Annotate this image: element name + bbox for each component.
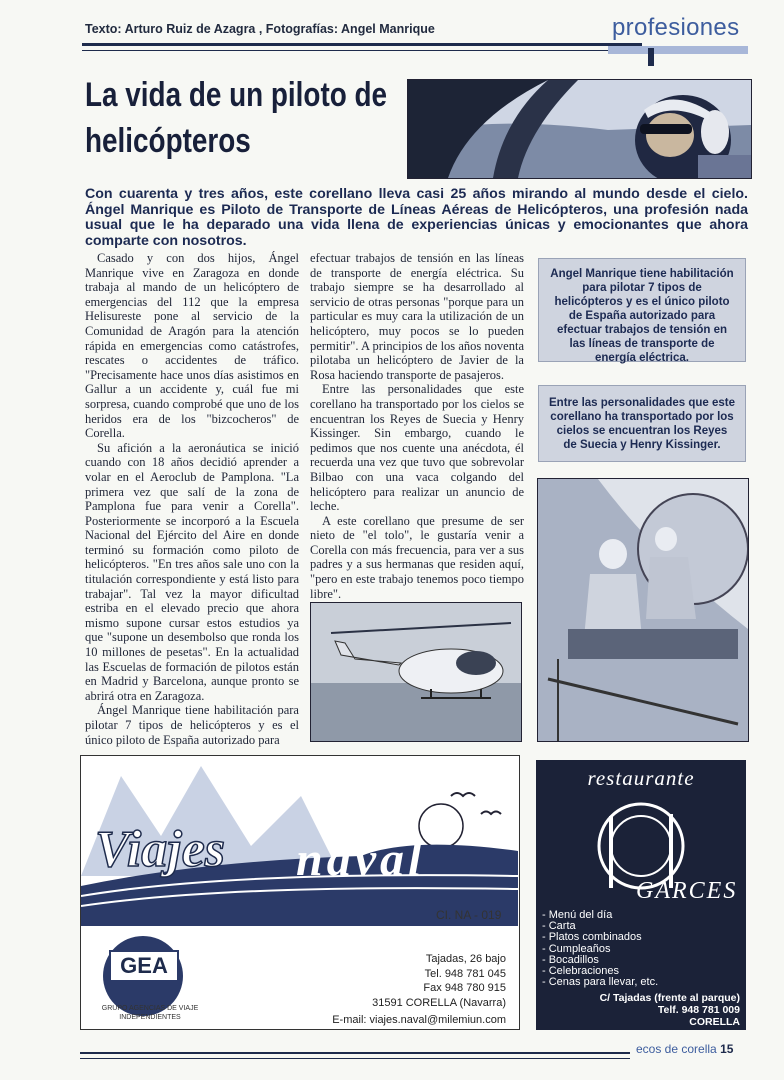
menu-item: - Cumpleaños [542,942,611,955]
menu-item: - Menú del día [542,909,613,921]
paragraph: Ángel Manrique tiene habilitación para pilotar 7 tipos de helicópteros y es el único piloto de España autorizado para [85,703,299,747]
garces-top-label: restaurante [587,766,695,790]
page-title: La vida de un piloto de helicópteros [85,76,388,160]
credits: Texto: Arturo Ruiz de Azagra , Fotografías: Angel Manrique [85,22,435,36]
linework-photo [537,478,749,742]
article-column-1 [85,251,299,747]
viajes-tel: Tel. 948 781 045 [424,967,506,980]
pull-quote-1: Angel Manrique tiene habilitación para pilotar 7 tipos de helicópteros y es el único piloto de España autorizado para efectuar trabajos de tensión en las líneas de transporte de energía eléctrica. [538,258,746,362]
footer-rule [80,1052,630,1054]
footer-rule-thin [80,1058,630,1059]
paragraph: Su afición a la aeronáutica se inició cuando con 18 años decidió aprender a volar en el Aeroclub de Pamplona. "La primera vez que salí de la zona de Pamplona fue para venir a Corella". Posteriormente se incorporó a la Escuela Nacional del Ejército del Aire en donde terminó su formación como piloto de helicópteros. "En tres años sale uno con la titulación correspondiente y está listo para trabajar". Tal vez la mayor dificultad estriba en el elevado precio que ahora mismo supone cursar estos estudios ya que "supone un desembolso que ronda los 10 millones de pesetas". En la actualidad las Escuelas de formación de pilotos están en Madrid y Barcelona, aunque pronto se abrirá otra en Zaragoza. [85,440,299,703]
helicopter-photo [310,602,522,742]
gea-label: GEA [109,950,179,982]
helicopter-illustration [311,603,521,741]
menu-item: - Celebraciones [542,965,620,978]
article-column-2 [310,251,524,601]
viajes-contact [311,952,506,1028]
naval-brand: naval [296,833,426,886]
menu-item: - Cenas para llevar, etc. [542,976,659,989]
viajes-brand: Viajes [95,821,226,878]
intro-paragraph: Con cuarenta y tres años, este corellano lleva casi 25 años mirando al mundo desde el cielo. Ángel Manrique es Piloto de Transporte de Líneas Aéreas de Helicópteros, una profesión nada usual que le ha deparado una vida llena de experiencias únicas y emocionantes que ahora comparte con nosotros. [85,186,748,249]
paragraph: Casado y con dos hijos, Ángel Manrique vive en Zaragoza en donde trabaja al mando de un helicóptero de emergencias del 112 que la empresa Helisureste pone al servicio de la Comunidad de Aragón para la atención rápida en emergencias como catástrofes, rescates o accidentes de tráfico. "Precisamente hace unos días asistimos en Gallur a un accidente y, cuál fue mi sorpresa, cuando comprobé que uno de los heridos era de los "bizcocheros" de Corella. [85,251,299,441]
agency-license: CI. NA - 019 [436,908,502,922]
garces-city: CORELLA [689,1016,740,1028]
viajes-address: Tajadas, 26 bajo [425,953,506,965]
viajes-city: 31591 CORELLA (Navarra) [372,996,506,1009]
pull-quote-2: Entre las personalidades que este corellano ha transportado por los cielos se encuentran los Reyes de Suecia y Henry Kissinger. [538,385,746,462]
viajes-fax: Fax 948 780 915 [423,982,506,994]
page-number: 15 [720,1042,734,1056]
linework-illustration [538,479,748,741]
garces-ad [536,760,746,1030]
magazine-name: ecos de corella [636,1042,717,1056]
garces-contact [600,992,740,1028]
viajes-naval-ad [80,755,520,1030]
header-rule-thin [82,50,642,51]
garces-name: GARCES [636,878,738,904]
section-label: profesiones [612,14,740,41]
menu-item: - Bocadillos [542,953,599,966]
garces-phone: Telf. 948 781 009 [657,1004,740,1016]
cockpit-photo [407,79,752,179]
paragraph: Entre las personalidades que este corellano ha transportado por los cielos se encuentran los Reyes de Suecia y Henry Kissinger. Sin embargo, cuando le pedimos que nos cuente una anécdota, él recuerda una vez que tuvo que sobrevolar Bilbao con una vaca colgando del helicóptero para realizar un anuncio de leche. [310,382,524,514]
section-tick [648,48,654,66]
paragraph: A este corellano que presume de ser nieto de "el tolo", le gustaría venir a Corella con más frecuencia, para ver a sus padres y a sus hermanas que residen aquí, "pero en este trabajo tenemos poco tiempo libre". [310,513,524,601]
garces-menu [542,910,658,988]
menu-item: - Carta [542,920,576,933]
section-bar [608,46,748,54]
header-rule [82,43,642,46]
garces-address: C/ Tajadas (frente al parque) [599,992,740,1004]
menu-item: - Platos combinados [542,931,642,944]
cockpit-photo-illustration [408,80,751,178]
gea-caption: GRUPO AGENCIAS DE VIAJE INDEPENDIENTES [101,1005,199,1021]
paragraph: efectuar trabajos de tensión en las líneas de transporte de energía eléctrica. Su trabajo siempre se ha desarrollado al servicio de otras personas "porque para un particular es muy cara la utilización de un helicóptero, muy pocos se lo pueden permitir". A principios de los años noventa pilotaba un helicóptero de Javier de la Rosa haciendo transporte de pasajeros. [310,251,524,382]
viajes-email: E-mail: viajes.naval@milemiun.com [332,1014,506,1026]
page-footer [636,1042,733,1056]
